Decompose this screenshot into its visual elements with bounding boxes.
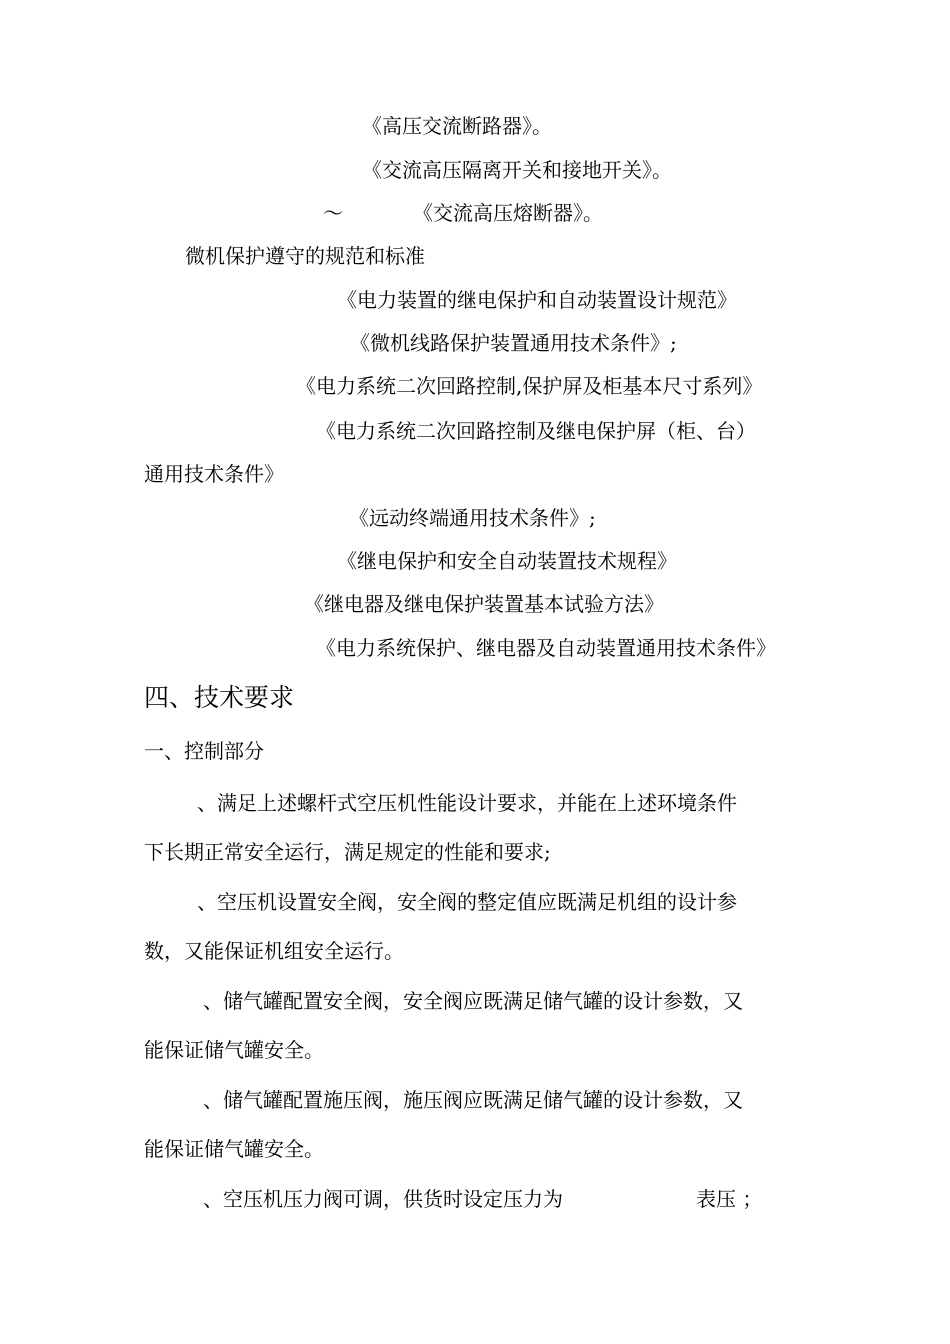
paragraph-2-line2: 数，又能保证机组安全运行。 — [144, 939, 404, 963]
standard-item-safety-regulation: 《继电保护和安全自动装置技术规程》 — [337, 549, 677, 573]
paragraph-1-line2: 下长期正常安全运行，满足规定的性能和要求; — [144, 840, 551, 864]
section-heading: 四、技术要求 — [144, 683, 295, 712]
standard-item-disconnector: 《交流高压隔离开关和接地开关》。 — [362, 158, 672, 182]
standard-item-telecontrol: 《远动终端通用技术条件》; — [349, 506, 596, 530]
standard-item-fuse: 《交流高压熔断器》。 — [413, 201, 603, 225]
subsection-heading: 一、控制部分 — [144, 739, 264, 763]
standard-item-circuit-breaker: 《高压交流断路器》。 — [362, 114, 552, 138]
paragraph-1-line1: 、满足上述螺杆式空压机性能设计要求，并能在上述环境条件 — [197, 791, 737, 815]
standard-item-line-protection: 《微机线路保护装置通用技术条件》; — [350, 331, 677, 355]
paragraph-3-line2: 能保证储气罐安全。 — [144, 1038, 324, 1062]
microprotection-title: 微机保护遵守的规范和标准 — [185, 244, 425, 268]
standard-item-relay-design: 《电力装置的继电保护和自动装置设计规范》 — [337, 288, 737, 312]
standard-item-panel-conditions-line1: 《电力系统二次回路控制及继电保护屏（柜、台） — [316, 419, 756, 443]
paragraph-2-line1: 、空压机设置安全阀，安全阀的整定值应既满足机组的设计参 — [197, 890, 737, 914]
paragraph-5-text: 、空压机压力阀可调，供货时设定压力为 — [203, 1187, 563, 1211]
paragraph-4-line1: 、储气罐配置施压阀，施压阀应既满足储气罐的设计参数，又 — [203, 1088, 743, 1112]
paragraph-5-unit: 表压 ； — [696, 1187, 763, 1211]
standard-item-general-conditions: 《电力系统保护、继电器及自动装置通用技术条件》 — [316, 636, 776, 660]
standard-item-test-methods: 《继电器及继电保护装置基本试验方法》 — [304, 592, 664, 616]
standard-item-panel-conditions-line2: 通用技术条件》 — [144, 462, 284, 486]
tilde-mark: ～ — [323, 201, 343, 225]
paragraph-4-line2: 能保证储气罐安全。 — [144, 1137, 324, 1161]
standard-item-panel-dimensions: 《电力系统二次回路控制,保护屏及柜基本尺寸系列》 — [296, 374, 763, 398]
paragraph-3-line1: 、储气罐配置安全阀，安全阀应既满足储气罐的设计参数，又 — [203, 989, 743, 1013]
